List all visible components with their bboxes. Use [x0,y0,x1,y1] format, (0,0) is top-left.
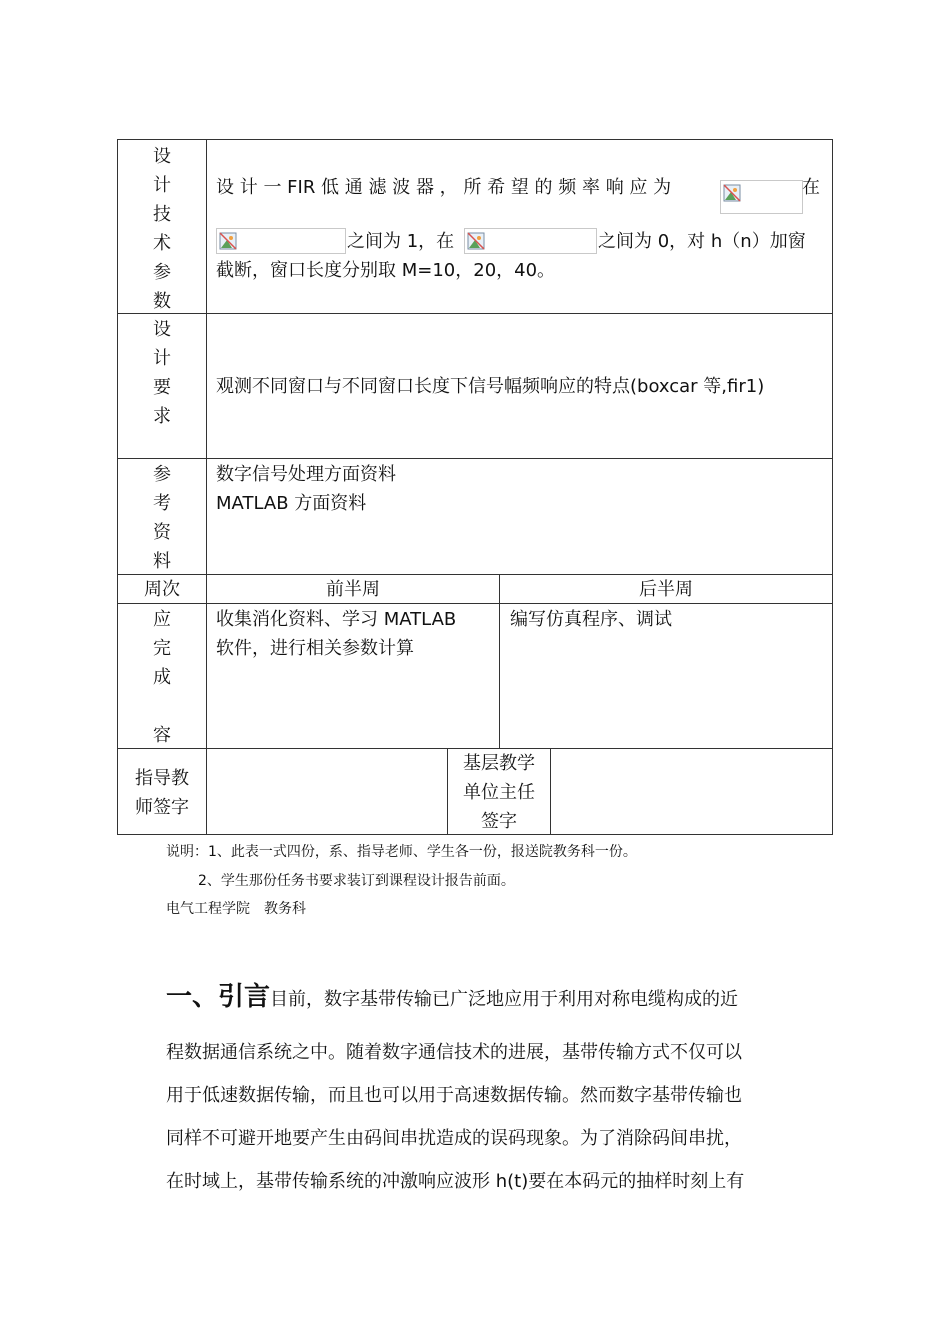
broken-image-icon [464,228,597,254]
design-requirements-label: 设 计 要 求 [153,319,171,427]
section-heading: 一、引言 [166,982,271,1012]
paragraph-line: 同样不可避开地要产生由码间串扰造成的误码现象。为了消除码间串扰， [166,1128,742,1149]
design-requirements-text: 观测不同窗口与不同窗口长度下信号幅频响应的特点(boxcar 等,fir1) [216,376,765,397]
paragraph-line: 程数据通信系统之中。随着数字通信技术的进展，基带传输方式不仅可以 [166,1042,742,1063]
reference-item: MATLAB 方面资料 [216,493,367,514]
references-label: 参 考 资 料 [153,464,171,572]
tasks-second-half: 编写仿真程序、调试 [510,609,672,630]
design-params-line-2-mid: 之间为 1，在 [347,231,455,252]
design-params-line-3: 截断，窗口长度分别取 M=10，20，40。 [216,260,556,281]
broken-image-icon [720,180,803,214]
director-signature-cell[interactable] [550,748,833,835]
references-list [216,460,396,518]
week-label: 周次 [144,579,180,600]
director-signature-label: 基层教学 单位主任 签字 [463,753,535,832]
design-params-line-2-tail: 之间为 0，对 h（n）加窗 [598,231,806,252]
advisor-signature-label: 指导教 师签字 [135,768,189,818]
design-params-line-1-tail: 在 [802,177,820,198]
design-params-line-1: 设 计 一 FIR 低 通 滤 波 器 ， 所 希 望 的 频 率 响 应 为 [216,177,672,198]
paragraph-line: 在时域上，基带传输系统的冲激响应波形 h(t)要在本码元的抽样时刻上有 [166,1171,745,1192]
second-half-label: 后半周 [639,579,693,600]
advisor-signature-cell[interactable] [206,748,448,835]
note-line-1: 说明：1、此表一式四份，系、指导老师、学生各一份，报送院教务科一份。 [166,844,637,860]
tasks-label: 应 完 成 容 [153,609,171,746]
design-params-label: 设 计 技 术 参 数 [153,146,171,312]
section-heading-line [166,982,738,1015]
first-half-label: 前半周 [326,579,380,600]
reference-item: 数字信号处理方面资料 [216,464,396,485]
paragraph-line: 目前，数字基带传输已广泛地应用于利用对称电缆构成的近 [270,989,739,1010]
note-line-2: 2、学生那份任务书要求装订到课程设计报告前面。 [198,873,515,889]
paragraph-line: 用于低速数据传输，而且也可以用于高速数据传输。然而数字基带传输也 [166,1085,742,1106]
note-department: 电气工程学院 教务科 [166,901,306,917]
tasks-first-half: 收集消化资料、学习 MATLAB 软件，进行相关参数计算 [216,609,457,659]
broken-image-icon [216,228,346,254]
